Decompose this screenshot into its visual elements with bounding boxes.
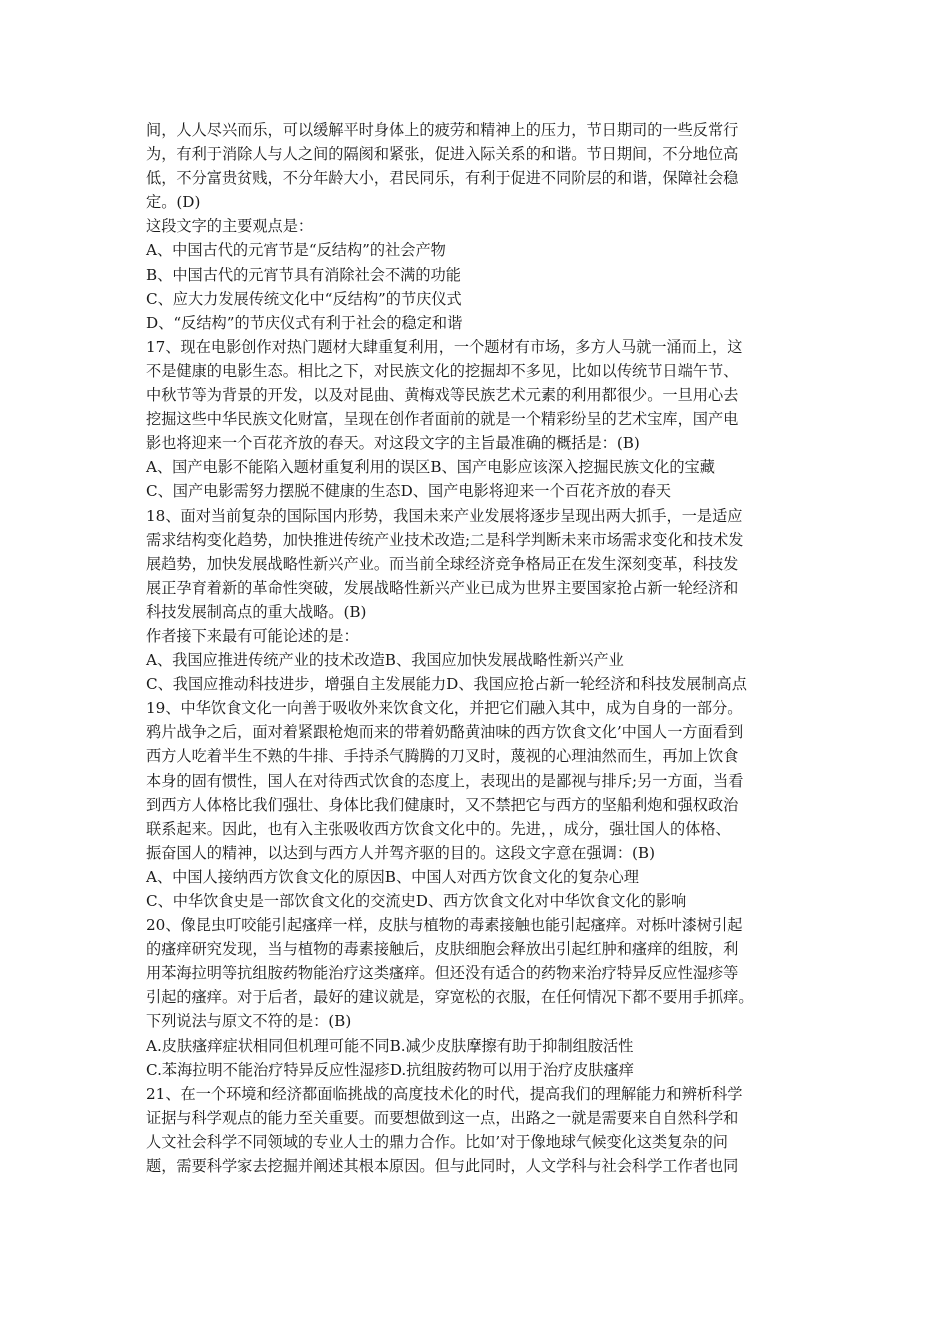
text-line: B、中国古代的元宵节具有消除社会不满的功能 xyxy=(146,265,461,284)
text-line: 这段文字的主要观点是： xyxy=(146,217,314,236)
text-line: C.苯海拉明不能治疗特异反应性湿疹D.抗组胺药物可以用于治疗皮肤瘙痒 xyxy=(146,1060,634,1079)
text-line: 低，不分富贵贫贱，不分年龄大小，君民同乐，有利于促进不同阶层的和谐，保障社会稳 xyxy=(146,169,739,188)
text-line: 鸦片战争之后，面对着紧跟枪炮而来的带着奶酪黄油味的西方饮食文化’中国人一方面看到 xyxy=(146,723,744,742)
text-line: 17、现在电影创作对热门题材大肆重复利用，一个题材有市场，多方人马就一涌而上，这 xyxy=(146,337,743,356)
text-line: 21、在一个环境和经济都面临挑战的高度技术化的时代，提高我们的理解能力和辨析科学 xyxy=(146,1084,743,1103)
text-line: 联系起来。因此，也有入主张吸收西方饮食文化中的。先进，，成分，强壮国人的体格、 xyxy=(146,819,731,838)
text-line: A、国产电影不能陷入题材重复利用的误区B、国产电影应该深入挖掘民族文化的宝藏 xyxy=(146,458,715,477)
text-line: C、中华饮食史是一部饮食文化的交流史D、西方饮食文化对中华饮食文化的影响 xyxy=(146,892,687,910)
text-line: 振奋国人的精神，以达到与西方人并驾齐驱的目的。这段文字意在强调：(B) xyxy=(146,843,656,862)
text-line: 定。(D) xyxy=(146,193,201,212)
text-line: 人文社会科学不同领域的专业人士的鼎力合作。比如’对于像地球气候变化这类复杂的问 xyxy=(146,1132,728,1151)
text-line: 用苯海拉明等抗组胺药物能治疗这类瘙痒。但还没有适合的药物来治疗特异反应性湿疹等 xyxy=(146,964,739,983)
text-line: 不是健康的电影生态。相比之下，对民族文化的挖掘却不多见，比如以传统节日端午节、 xyxy=(146,361,739,380)
text-line: 西方人吃着半生不熟的牛排、手持杀气腾腾的刀叉时，蔑视的心理油然而生，再加上饮食 xyxy=(146,747,739,766)
text-line: 作者接下来最有可能论述的是： xyxy=(146,626,359,645)
text-line: 需求结构变化趋势，加快推进传统产业技术改造;二是科学判断未来市场需求变化和技术发 xyxy=(146,530,744,549)
text-line: 20、像昆虫叮咬能引起瘙痒一样，皮肤与植物的毒素接触也能引起瘙痒。对栎叶漆树引起 xyxy=(146,916,743,935)
text-line: 展趋势，加快发展战略性新兴产业。而当前全球经济竞争格局正在发生深刻变革，科技发 xyxy=(146,554,739,573)
text-line: 的瘙痒研究发现，当与植物的毒素接触后，皮肤细胞会释放出引起红肿和瘙痒的组胺，利 xyxy=(146,940,739,959)
text-line: A、我国应推进传统产业的技术改造B、我国应加快发展战略性新兴产业 xyxy=(146,651,624,670)
text-line: C、国产电影需努力摆脱不健康的生态D、国产电影将迎来一个百花齐放的春天 xyxy=(146,482,671,501)
text-line: 19、中华饮食文化一向善于吸收外来饮食文化，并把它们融入其中，成为自身的一部分。 xyxy=(146,699,743,718)
text-line: 本身的固有惯性，国人在对待西式饮食的态度上，表现出的是鄙视与排斥;另一方面，当看 xyxy=(146,771,744,790)
text-line: 展正孕育着新的革命性突破，发展战略性新兴产业已成为世界主要国家抢占新一轮经济和 xyxy=(146,578,739,597)
text-line: 影也将迎来一个百花齐放的春天。对这段文字的主旨最准确的概括是：(B) xyxy=(146,434,640,453)
text-line: 证据与科学观点的能力至关重要。而要想做到这一点，出路之一就是需要来自自然科学和 xyxy=(146,1108,739,1127)
text-line: 挖掘这些中华民族文化财富，呈现在创作者面前的就是一个精彩纷呈的艺术宝库，国产电 xyxy=(146,410,739,429)
text-line: 下列说法与原文不符的是：(B) xyxy=(146,1012,352,1031)
text-line: A、中国古代的元宵节是“反结构”的社会产物 xyxy=(146,241,446,260)
text-line: 中秋节等为背景的开发，以及对昆曲、黄梅戏等民族艺术元素的利用都很少。一旦用心去 xyxy=(146,386,739,405)
text-line: A、中国人接纳西方饮食文化的原因B、中国人对西方饮食文化的复杂心理 xyxy=(146,867,639,886)
text-line: 为，有利于消除人与人之间的隔阂和紧张，促进入际关系的和谐。节日期间，不分地位高 xyxy=(146,145,739,164)
document-page xyxy=(146,118,812,1178)
text-line: 题，需要科学家去挖掘并阐述其根本原因。但与此同时，人文学科与社会科学工作者也同 xyxy=(146,1157,739,1176)
text-line: A.皮肤瘙痒症状相同但机理可能不同B.减少皮肤摩擦有助于抑制组胺活性 xyxy=(146,1036,634,1055)
text-line: 引起的瘙痒。对于后者，最好的建议就是，穿宽松的衣服，在任何情况下都不要用手抓痒。 xyxy=(146,988,754,1007)
text-line: 科技发展制高点的重大战略。(B) xyxy=(146,602,367,621)
text-line: D、“反结构”的节庆仪式有利于社会的稳定和谐 xyxy=(146,313,463,332)
text-line: C、我国应推动科技进步，增强自主发展能力D、我国应抢占新一轮经济和科技发展制高点 xyxy=(146,675,747,694)
text-line: 18、面对当前复杂的国际国内形势，我国未来产业发展将逐步呈现出两大抓手，一是适应 xyxy=(146,506,743,525)
text-line: 间，人人尽兴而乐，可以缓解平时身体上的疲劳和精神上的压力，节日期司的一些反常行 xyxy=(146,121,739,139)
text-line: C、应大力发展传统文化中“反结构”的节庆仪式 xyxy=(146,289,462,308)
text-line: 到西方人体格比我们强壮、身体比我们健康时，又不禁把它与西方的坚船利炮和强权政治 xyxy=(146,795,739,814)
